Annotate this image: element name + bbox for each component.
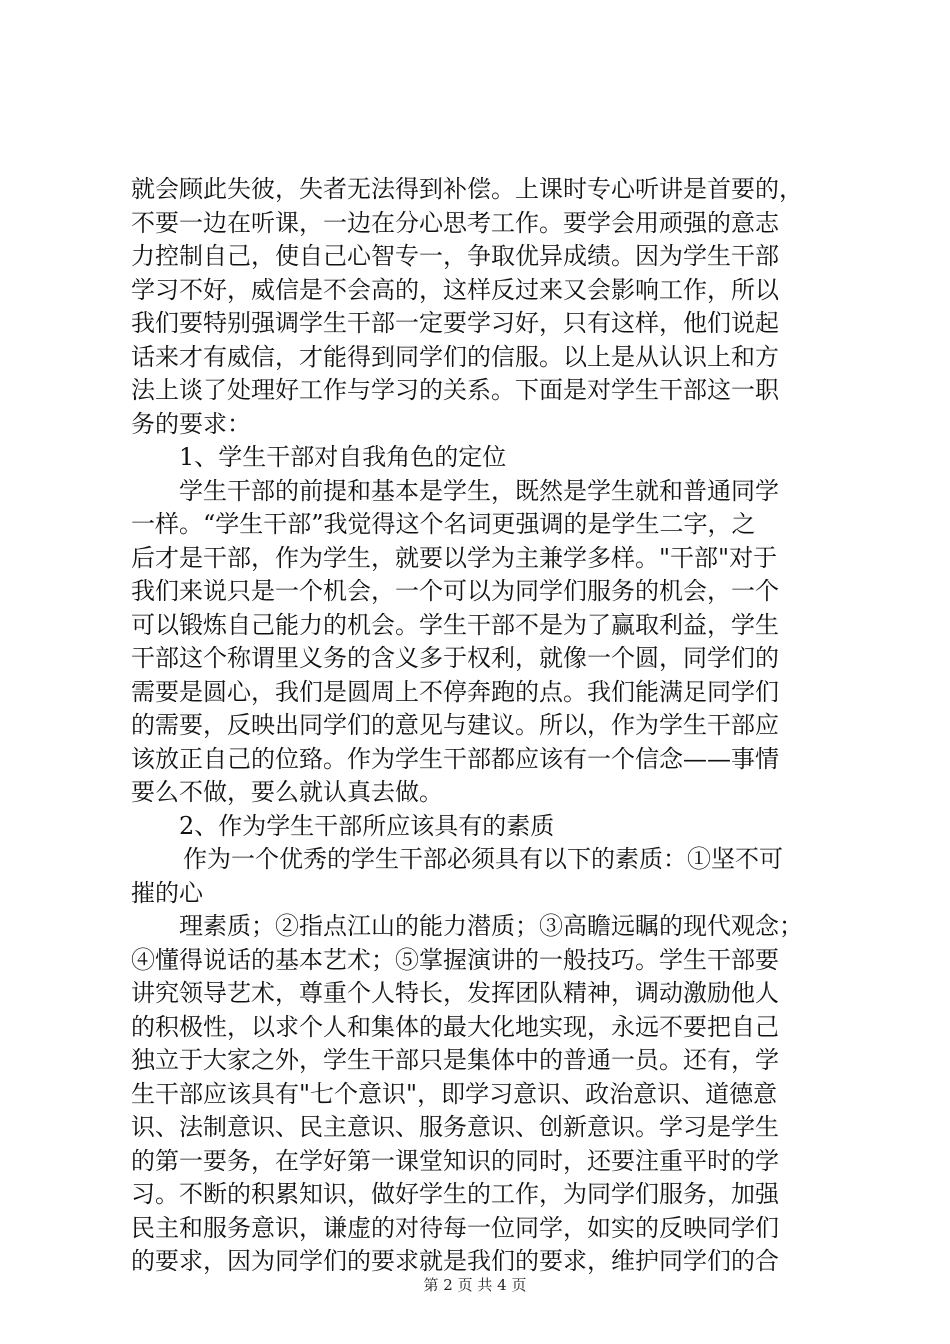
- text-line: 该放正自己的位臵。作为学生干部都应该有一个信念——事情: [131, 744, 779, 773]
- text-line: 生干部应该具有"七个意识"，即学习意识、政治意识、道德意: [131, 1079, 778, 1108]
- text-line: 独立于大家之外，学生干部只是集体中的普通一员。还有，学: [131, 1046, 779, 1074]
- text-line: 干部这个称谓里义务的含义多于权利，就像一个圆，同学们的: [131, 644, 779, 672]
- text-line: 的积极性，以求个人和集体的最大化地实现，永远不要把自己: [131, 1012, 779, 1041]
- text-line: 理素质；②指点江山的能力潜质；③高瞻远瞩的现代观念；: [179, 912, 803, 940]
- text-line: 习。不断的积累知识，做好学生的工作，为同学们服务，加强: [131, 1180, 779, 1208]
- text-line: 力控制自己，使自己心智专一，争取优异成绩。因为学生干部: [131, 242, 779, 270]
- section-heading: 1、学生干部对自我角色的定位: [179, 443, 507, 471]
- text-line: 的需要，反映出同学们的意见与建议。所以，作为学生干部应: [131, 711, 779, 739]
- text-line: 摧的心: [131, 878, 203, 907]
- text-line: 学习不好，威信是不会高的，这样反过来又会影响工作，所以: [131, 275, 779, 304]
- text-line: 我们来说只是一个机会，一个可以为同学们服务的机会，一个: [131, 577, 779, 605]
- text-line: 学生干部的前提和基本是学生，既然是学生就和普通同学: [179, 476, 779, 505]
- text-line: 的第一要务，在学好第一课堂知识的同时，还要注重平时的学: [131, 1146, 779, 1175]
- text-line: ④懂得说话的基本艺术；⑤掌握演讲的一般技巧。学生干部要: [131, 945, 779, 974]
- text-line: 作为一个优秀的学生干部必须具有以下的素质：①坚不可: [183, 845, 783, 873]
- body-text: [131, 173, 841, 1279]
- page-number-footer: 第 2 页 共 4 页: [423, 1276, 527, 1294]
- text-line: 的要求，因为同学们的要求就是我们的要求，维护同学们的合: [131, 1247, 779, 1275]
- text-line: 需要是圆心，我们是圆周上不停奔跑的点。我们能满足同学们: [131, 677, 779, 706]
- text-line: 我们要特别强调学生干部一定要学习好，只有这样，他们说起: [131, 309, 779, 337]
- text-line: 识、法制意识、民主意识、服务意识、创新意识。学习是学生: [131, 1113, 779, 1141]
- text-line: 话来才有威信，才能得到同学们的信服。以上是从认识上和方: [131, 342, 779, 371]
- text-line: 民主和服务意识，谦虚的对待每一位同学，如实的反映同学们: [131, 1213, 779, 1242]
- text-line: 讲究领导艺术，尊重个人特长，发挥团队精神，调动激励他人: [131, 979, 779, 1007]
- text-line: 不要一边在听课，一边在分心思考工作。要学会用顽强的意志: [131, 208, 779, 237]
- text-line: 要么不做，要么就认真去做。: [131, 778, 443, 806]
- text-line: 后才是干部，作为学生，就要以学为主兼学多样。"干部"对于: [131, 543, 778, 572]
- text-line: 法上谈了处理好工作与学习的关系。下面是对学生干部这一职: [131, 376, 779, 404]
- text-line: 可以锻炼自己能力的机会。学生干部不是为了赢取利益，学生: [131, 610, 779, 639]
- text-line: 一样。“学生干部”我觉得这个名词更强调的是学生二字，之: [131, 510, 756, 538]
- text-line: 就会顾此失彼，失者无法得到补偿。上课时专心听讲是首要的，: [131, 175, 803, 203]
- text-line: 务的要求：: [131, 409, 251, 438]
- section-heading: 2、作为学生干部所应该具有的素质: [179, 811, 555, 840]
